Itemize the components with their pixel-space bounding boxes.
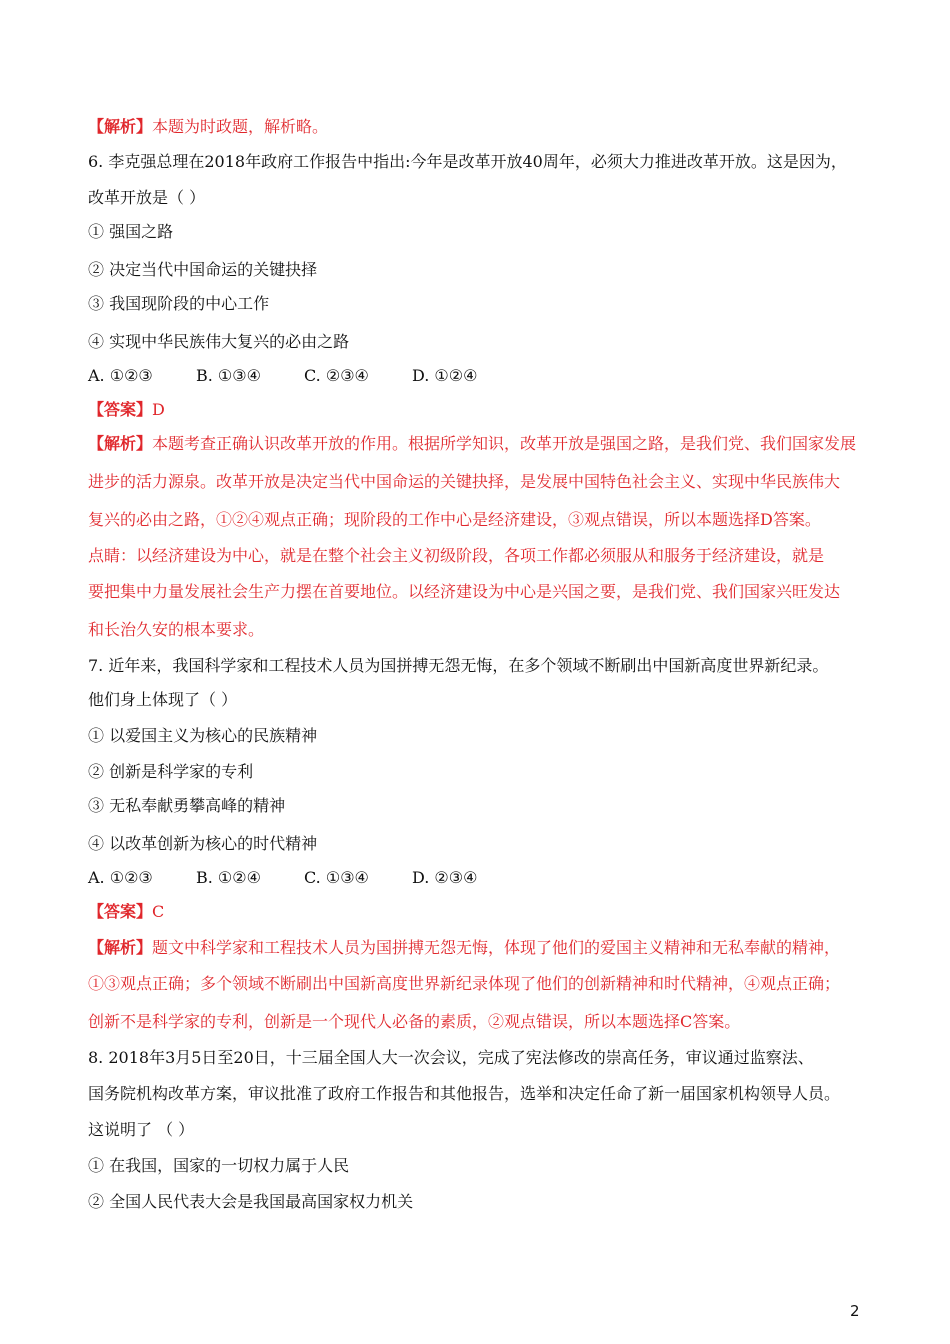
q6-options: [88, 366, 520, 386]
q7-item-4: ④ 以改革创新为核心的时代精神: [88, 834, 318, 853]
q7-analysis-line-3: 创新不是科学家的专利，创新是一个现代人必备的素质，②观点错误，所以本题选择C答案。: [88, 1012, 741, 1031]
q6-analysis-tag: 【解析】: [88, 434, 153, 453]
q6-option-d: D. ①②④: [412, 366, 478, 385]
q7-analysis-text-1: 题文中科学家和工程技术人员为国拼搏无怨无悔，体现了他们的爱国主义精神和无私奉献的精神，: [152, 938, 841, 957]
q7-answer-value: C: [152, 902, 165, 921]
q7-answer-tag: 【答案】: [88, 902, 153, 921]
q6-item-2: ② 决定当代中国命运的关键抉择: [88, 260, 318, 279]
q7-options: [88, 868, 520, 888]
q6-option-c: C. ②③④: [304, 366, 369, 385]
q6-analysis-text-1: 本题考查正确认识改革开放的作用。根据所学知识，改革开放是强国之路，是我们党、我们国家发展: [152, 434, 857, 453]
q7-answer: [88, 902, 164, 922]
q8-stem-line-2: 国务院机构改革方案，审议批准了政府工作报告和其他报告，选举和决定任命了新一届国家机构领导人员。: [88, 1084, 841, 1103]
q7-analysis-tag: 【解析】: [88, 938, 153, 957]
q5-analysis-text: 本题为时政题，解析略。: [152, 117, 329, 136]
q8-item-2: ② 全国人民代表大会是我国最高国家权力机关: [88, 1192, 414, 1211]
q7-option-b: B. ①②④: [196, 868, 261, 887]
q8-stem-line-1: 8. 2018年3月5日至20日，十三届全国人大一次会议，完成了宪法修改的崇高任务，审议通过监察法、: [88, 1048, 814, 1067]
q7-stem-line-2: 他们身上体现了（ ）: [88, 690, 238, 709]
q8-stem-line-3: 这说明了 （ ）: [88, 1120, 195, 1139]
q7-analysis-line-1: [88, 938, 840, 958]
q6-item-3: ③ 我国现阶段的中心工作: [88, 294, 270, 313]
q6-item-4: ④ 实现中华民族伟大复兴的必由之路: [88, 332, 350, 351]
q5-analysis-tag: 【解析】: [88, 117, 153, 136]
q6-analysis-line-5: 要把集中力量发展社会生产力摆在首要地位。以经济建设为中心是兴国之要，是我们党、我们国家兴旺发达: [88, 582, 841, 601]
q7-item-3: ③ 无私奉献勇攀高峰的精神: [88, 796, 286, 815]
q6-analysis-line-4: 点睛：以经济建设为中心，就是在整个社会主义初级阶段，各项工作都必须服从和服务于经济建设，就是: [88, 546, 825, 565]
q7-analysis-line-2: ①③观点正确；多个领域不断刷出中国新高度世界新纪录体现了他们的创新精神和时代精神，④观点正确；: [88, 974, 841, 993]
q6-answer-value: D: [152, 400, 165, 419]
q5-analysis: [88, 117, 328, 137]
q7-option-d: D. ②③④: [412, 868, 478, 887]
q6-answer: [88, 400, 165, 420]
q7-item-2: ② 创新是科学家的专利: [88, 762, 254, 781]
q6-stem-line-1: 6. 李克强总理在2018年政府工作报告中指出:今年是改革开放40周年，必须大力推进改革开放。这是因为，: [88, 152, 847, 171]
q7-option-a: A. ①②③: [88, 868, 153, 887]
q6-analysis-line-6: 和长治久安的根本要求。: [88, 620, 265, 639]
q6-option-a: A. ①②③: [88, 366, 153, 385]
q6-item-1: ① 强国之路: [88, 222, 174, 241]
q7-stem-line-1: 7. 近年来，我国科学家和工程技术人员为国拼搏无怨无悔，在多个领域不断刷出中国新高度世界新纪录。: [88, 656, 829, 675]
page-number: 2: [850, 1302, 860, 1320]
q6-answer-tag: 【答案】: [88, 400, 153, 419]
q7-option-c: C. ①③④: [304, 868, 369, 887]
q6-analysis-line-2: 进步的活力源泉。改革开放是决定当代中国命运的关键抉择，是发展中国特色社会主义、实现中华民族伟大: [88, 472, 841, 491]
q6-option-b: B. ①③④: [196, 366, 261, 385]
q8-item-1: ① 在我国，国家的一切权力属于人民: [88, 1156, 350, 1175]
q6-analysis-line-1: [88, 434, 856, 454]
q7-item-1: ① 以爱国主义为核心的民族精神: [88, 726, 318, 745]
q6-stem-line-2: 改革开放是（ ）: [88, 188, 206, 207]
q6-analysis-line-3: 复兴的必由之路，①②④观点正确；现阶段的工作中心是经济建设，③观点错误，所以本题选择D答案。: [88, 510, 821, 529]
